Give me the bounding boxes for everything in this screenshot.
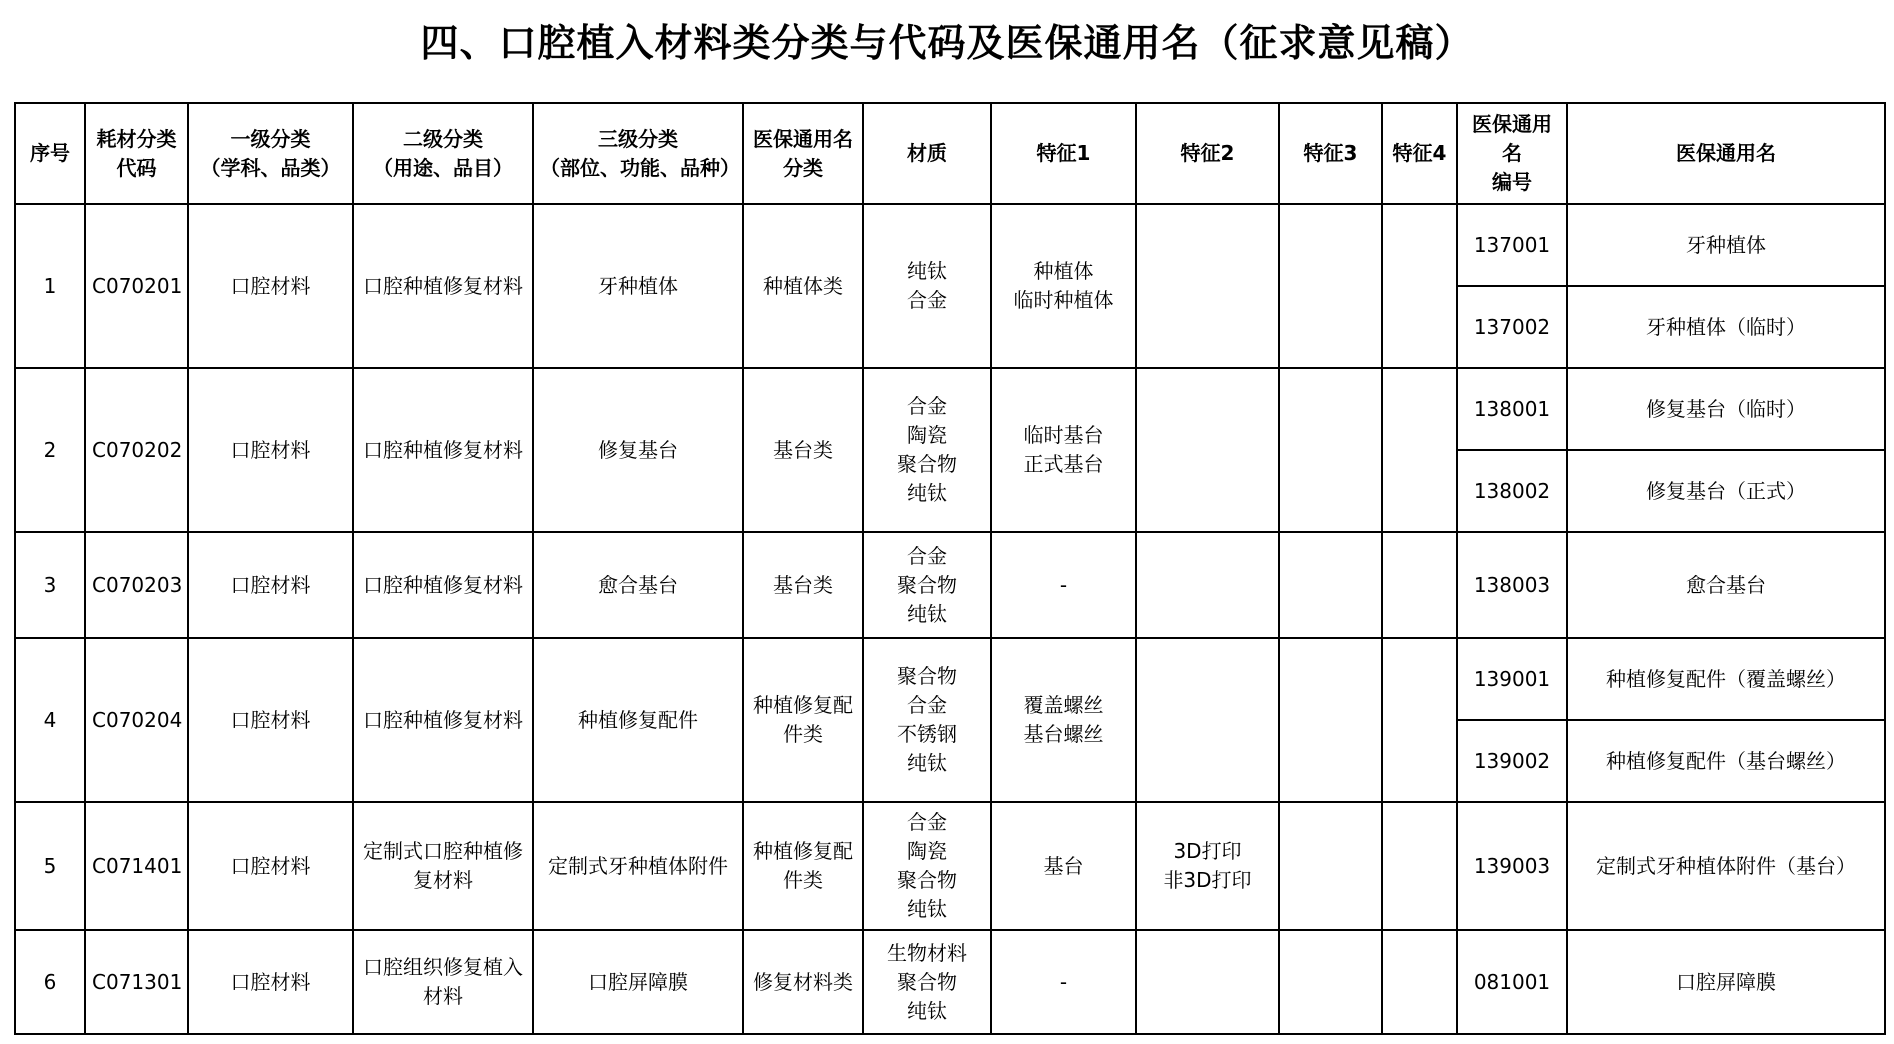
cell-level3: 牙种植体 [533,204,743,368]
cell-seq: 3 [15,532,85,638]
cell-feature1: - [991,532,1136,638]
cell-level2: 口腔种植修复材料 [353,204,533,368]
table-row [15,204,1885,286]
cell-level3: 口腔屏障膜 [533,930,743,1034]
cell-category: 修复材料类 [743,930,863,1034]
cell-level3: 修复基台 [533,368,743,532]
cell-number: 137001 [1457,204,1567,286]
cell-number: 138003 [1457,532,1567,638]
cell-level1: 口腔材料 [188,368,353,532]
cell-feature3 [1279,204,1382,368]
cell-feature1: 覆盖螺丝 基台螺丝 [991,638,1136,802]
cell-code: C070204 [85,638,188,802]
cell-feature1: 临时基台 正式基台 [991,368,1136,532]
cell-material: 合金 陶瓷 聚合物 纯钛 [863,802,991,930]
header-feature1: 特征1 [991,103,1136,204]
header-row [15,103,1885,204]
cell-feature2 [1136,930,1279,1034]
cell-name: 种植修复配件（覆盖螺丝） [1567,638,1885,720]
cell-code: C070201 [85,204,188,368]
cell-code: C071401 [85,802,188,930]
cell-name: 牙种植体（临时） [1567,286,1885,368]
cell-feature4 [1382,204,1457,368]
header-feature3: 特征3 [1279,103,1382,204]
cell-name: 修复基台（正式） [1567,450,1885,532]
cell-level3: 愈合基台 [533,532,743,638]
header-code: 耗材分类 代码 [85,103,188,204]
cell-number: 139002 [1457,720,1567,802]
cell-feature4 [1382,368,1457,532]
cell-category: 种植修复配 件类 [743,638,863,802]
cell-name: 修复基台（临时） [1567,368,1885,450]
cell-code: C070202 [85,368,188,532]
cell-feature2 [1136,368,1279,532]
cell-feature4 [1382,802,1457,930]
cell-number: 139003 [1457,802,1567,930]
header-level3: 三级分类 （部位、功能、品种） [533,103,743,204]
cell-feature3 [1279,368,1382,532]
cell-level1: 口腔材料 [188,204,353,368]
cell-level1: 口腔材料 [188,532,353,638]
cell-material: 纯钛 合金 [863,204,991,368]
cell-code: C071301 [85,930,188,1034]
cell-feature2 [1136,638,1279,802]
cell-level2: 定制式口腔种植修 复材料 [353,802,533,930]
cell-material: 合金 聚合物 纯钛 [863,532,991,638]
header-feature4: 特征4 [1382,103,1457,204]
table-row [15,638,1885,720]
cell-category: 种植修复配 件类 [743,802,863,930]
classification-table [14,102,1886,1035]
header-number: 医保通用名 编号 [1457,103,1567,204]
cell-category: 种植体类 [743,204,863,368]
cell-name: 愈合基台 [1567,532,1885,638]
cell-number: 138002 [1457,450,1567,532]
cell-feature1: 种植体 临时种植体 [991,204,1136,368]
cell-level2: 口腔种植修复材料 [353,638,533,802]
header-level1: 一级分类 （学科、品类） [188,103,353,204]
cell-feature3 [1279,532,1382,638]
header-name: 医保通用名 [1567,103,1885,204]
cell-feature1: - [991,930,1136,1034]
header-feature2: 特征2 [1136,103,1279,204]
cell-material: 聚合物 合金 不锈钢 纯钛 [863,638,991,802]
cell-feature2: 3D打印 非3D打印 [1136,802,1279,930]
cell-seq: 2 [15,368,85,532]
cell-number: 138001 [1457,368,1567,450]
cell-category: 基台类 [743,368,863,532]
cell-feature2 [1136,532,1279,638]
cell-feature3 [1279,802,1382,930]
cell-level2: 口腔组织修复植入 材料 [353,930,533,1034]
cell-feature4 [1382,930,1457,1034]
cell-level1: 口腔材料 [188,802,353,930]
cell-name: 牙种植体 [1567,204,1885,286]
cell-material: 生物材料 聚合物 纯钛 [863,930,991,1034]
cell-name: 口腔屏障膜 [1567,930,1885,1034]
cell-number: 081001 [1457,930,1567,1034]
header-level2: 二级分类 （用途、品目） [353,103,533,204]
cell-seq: 6 [15,930,85,1034]
cell-material: 合金 陶瓷 聚合物 纯钛 [863,368,991,532]
cell-feature3 [1279,638,1382,802]
header-category: 医保通用名 分类 [743,103,863,204]
cell-number: 137002 [1457,286,1567,368]
table-row [15,532,1885,638]
cell-code: C070203 [85,532,188,638]
table-row [15,930,1885,1034]
table-row [15,802,1885,930]
cell-name: 种植修复配件（基台螺丝） [1567,720,1885,802]
cell-name: 定制式牙种植体附件（基台） [1567,802,1885,930]
cell-level2: 口腔种植修复材料 [353,368,533,532]
cell-feature2 [1136,204,1279,368]
document-title: 四、口腔植入材料类分类与代码及医保通用名（征求意见稿） [420,20,1474,65]
cell-level3: 定制式牙种植体附件 [533,802,743,930]
cell-feature3 [1279,930,1382,1034]
cell-seq: 5 [15,802,85,930]
cell-level2: 口腔种植修复材料 [353,532,533,638]
cell-category: 基台类 [743,532,863,638]
cell-seq: 1 [15,204,85,368]
cell-feature4 [1382,638,1457,802]
cell-seq: 4 [15,638,85,802]
cell-level1: 口腔材料 [188,930,353,1034]
header-material: 材质 [863,103,991,204]
table-row [15,368,1885,450]
cell-level3: 种植修复配件 [533,638,743,802]
cell-number: 139001 [1457,638,1567,720]
cell-feature1: 基台 [991,802,1136,930]
cell-level1: 口腔材料 [188,638,353,802]
cell-feature4 [1382,532,1457,638]
header-seq: 序号 [15,103,85,204]
